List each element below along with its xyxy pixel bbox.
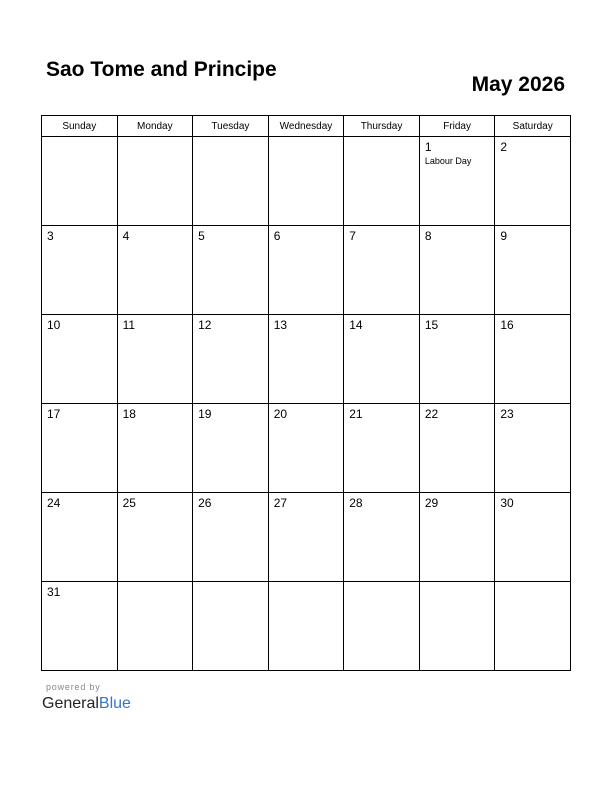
day-cell — [495, 493, 571, 582]
day-cell — [117, 582, 193, 671]
day-cell — [419, 582, 495, 671]
day-number: 13 — [273, 318, 288, 332]
day-cell — [117, 493, 193, 582]
week-row — [42, 315, 571, 404]
day-cell — [268, 226, 344, 315]
powered-by-label: powered by — [46, 682, 101, 692]
month-title: May 2026 — [471, 73, 565, 96]
day-number: 16 — [500, 318, 514, 332]
day-number: 18 — [122, 407, 136, 421]
day-cell — [419, 226, 495, 315]
day-cell — [117, 404, 193, 493]
day-cell — [495, 315, 571, 404]
calendar-grid — [41, 115, 571, 671]
day-number: 3 — [47, 229, 54, 243]
day-number: 5 — [198, 229, 205, 243]
day-cell — [268, 493, 344, 582]
weekday-header: Friday — [419, 116, 495, 137]
day-cell — [268, 404, 344, 493]
day-number: 21 — [349, 407, 363, 421]
day-cell — [193, 404, 269, 493]
day-number: 27 — [273, 496, 288, 510]
day-cell — [495, 582, 571, 671]
day-number: 22 — [424, 407, 439, 421]
generalblue-logo[interactable] — [42, 694, 131, 714]
weekday-header: Tuesday — [193, 116, 269, 137]
day-cell — [419, 493, 495, 582]
day-cell — [495, 404, 571, 493]
day-cell — [42, 137, 118, 226]
day-number: 15 — [424, 318, 439, 332]
day-number: 12 — [198, 318, 212, 332]
day-number: 25 — [122, 496, 136, 510]
day-cell — [42, 315, 118, 404]
day-number: 29 — [424, 496, 439, 510]
day-cell — [117, 137, 193, 226]
brand-blue-text: Blue — [98, 695, 131, 712]
day-cell — [268, 137, 344, 226]
week-row — [42, 404, 571, 493]
day-number: 11 — [122, 318, 136, 332]
day-number: 23 — [500, 407, 514, 421]
day-cell — [344, 582, 420, 671]
weekday-header: Monday — [117, 116, 193, 137]
day-cell — [117, 226, 193, 315]
day-cell — [268, 315, 344, 404]
day-cell — [193, 493, 269, 582]
day-cell — [42, 582, 118, 671]
day-number: 4 — [122, 229, 130, 243]
day-number: 20 — [273, 407, 288, 421]
day-cell — [193, 137, 269, 226]
day-cell — [193, 582, 269, 671]
country-title: Sao Tome and Principe — [46, 58, 277, 81]
day-cell — [495, 137, 571, 226]
day-number: 7 — [349, 229, 356, 243]
day-number: 28 — [349, 496, 363, 510]
day-number: 1 — [424, 140, 432, 154]
day-cell — [268, 582, 344, 671]
weekday-header-row — [42, 116, 571, 137]
day-number: 30 — [500, 496, 514, 510]
day-number: 8 — [424, 229, 432, 243]
day-number: 10 — [47, 318, 61, 332]
day-cell — [193, 226, 269, 315]
day-number: 14 — [349, 318, 363, 332]
day-cell — [344, 226, 420, 315]
day-cell — [42, 226, 118, 315]
day-number: 31 — [47, 585, 61, 599]
day-cell — [419, 137, 495, 226]
day-cell — [344, 493, 420, 582]
day-cell — [344, 137, 420, 226]
day-number: 6 — [273, 229, 281, 243]
weekday-header: Sunday — [42, 116, 118, 137]
day-number: 17 — [47, 407, 61, 421]
week-row — [42, 226, 571, 315]
weekday-header: Saturday — [495, 116, 571, 137]
day-cell — [42, 404, 118, 493]
day-number: 26 — [198, 496, 212, 510]
day-cell — [419, 404, 495, 493]
week-row — [42, 493, 571, 582]
day-number: 9 — [500, 229, 508, 243]
weekday-header: Wednesday — [268, 116, 344, 137]
day-cell — [344, 315, 420, 404]
day-number: 19 — [198, 407, 212, 421]
day-number: 24 — [47, 496, 61, 510]
holiday-label: Labour Day — [424, 156, 472, 166]
week-row — [42, 137, 571, 226]
day-cell — [42, 493, 118, 582]
week-row — [42, 582, 571, 671]
day-number: 2 — [500, 140, 508, 154]
day-cell — [495, 226, 571, 315]
brand-general-text: General — [42, 695, 99, 712]
day-cell — [344, 404, 420, 493]
day-cell — [419, 315, 495, 404]
day-cell — [117, 315, 193, 404]
weekday-header: Thursday — [344, 116, 420, 137]
day-cell — [193, 315, 269, 404]
